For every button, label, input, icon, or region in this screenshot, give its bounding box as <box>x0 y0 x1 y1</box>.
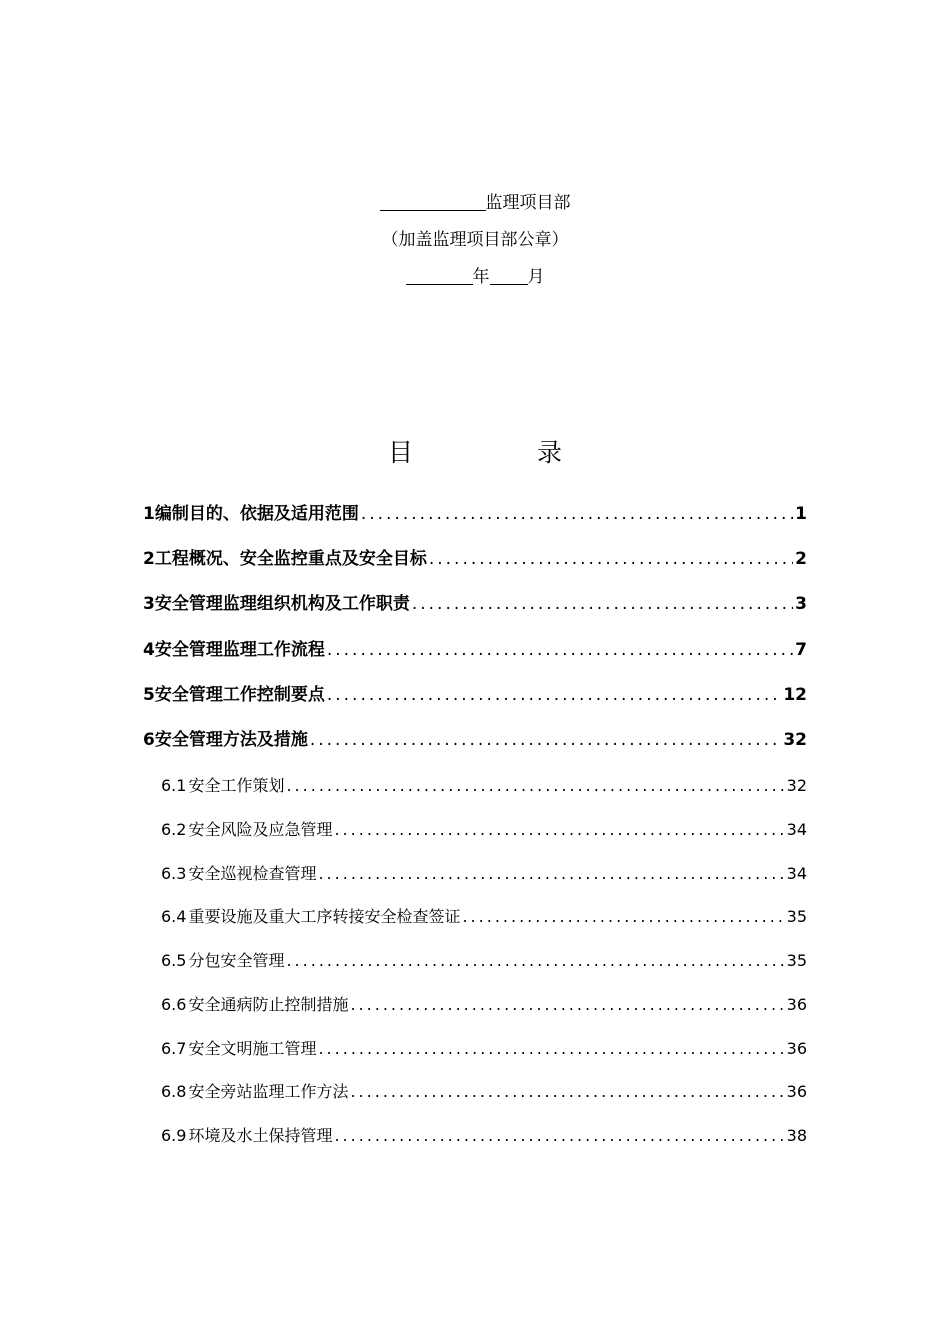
toc-leader-dots <box>412 591 793 617</box>
toc-sub-entry[interactable] <box>161 949 807 973</box>
toc-leader-dots <box>350 993 784 1017</box>
toc-entry-page: 2 <box>795 549 807 569</box>
toc-sub-entry-number: 6.3 <box>161 864 187 883</box>
department-name-blank <box>380 193 486 211</box>
toc-entry-title: 安全管理监理工作流程 <box>154 640 325 660</box>
month-blank <box>490 267 528 285</box>
toc-leader-dots <box>361 501 793 527</box>
toc-title-left: 目 <box>387 438 413 467</box>
toc-sub-entry-page: 34 <box>786 864 807 883</box>
toc-leader-dots <box>286 774 784 798</box>
toc-entry[interactable] <box>143 682 807 708</box>
toc-sub-entry-page: 34 <box>786 820 807 839</box>
toc-sub-entry-number: 6.8 <box>161 1082 187 1101</box>
toc-sub-entry[interactable] <box>161 1124 807 1148</box>
toc-sub-entry[interactable] <box>161 1080 807 1104</box>
toc-leader-dots <box>327 637 793 663</box>
toc-entry-number: 5 <box>143 685 155 705</box>
toc-sub-entry-number: 6.6 <box>161 995 187 1014</box>
toc-entry-page: 1 <box>795 504 807 524</box>
toc-entry-page: 12 <box>783 685 807 705</box>
toc-entry-page: 32 <box>783 730 807 750</box>
date-line <box>0 262 950 299</box>
toc-sub-entry-page: 36 <box>786 995 807 1014</box>
signature-block <box>0 188 950 299</box>
toc-leader-dots <box>318 1037 784 1061</box>
toc-entry-number: 2 <box>143 549 155 569</box>
toc-entry-number: 3 <box>143 594 155 614</box>
toc-sub-entry-title: 安全旁站监理工作方法 <box>188 1082 349 1101</box>
year-blank <box>406 267 473 285</box>
seal-note: （加盖监理项目部公章） <box>381 230 569 250</box>
toc-entry-title: 安全管理方法及措施 <box>154 730 308 750</box>
toc-sub-entry-title: 环境及水土保持管理 <box>188 1126 333 1145</box>
toc-sub-entry[interactable] <box>161 774 807 798</box>
toc-sub-entry-title: 安全风险及应急管理 <box>188 820 333 839</box>
toc-entry-title: 安全管理工作控制要点 <box>154 685 325 705</box>
toc-sub-entry[interactable] <box>161 818 807 842</box>
year-label: 年 <box>472 267 490 287</box>
toc-sub-entry[interactable] <box>161 1037 807 1061</box>
toc-entry[interactable] <box>143 501 807 527</box>
department-line <box>0 188 950 225</box>
toc-entry[interactable] <box>143 591 807 617</box>
toc-entry-title: 工程概况、安全监控重点及安全目标 <box>154 549 427 569</box>
toc-sub-entry-page: 32 <box>786 776 807 795</box>
toc-sub-entry-title: 安全工作策划 <box>188 776 285 795</box>
toc-entry-title: 安全管理监理组织机构及工作职责 <box>154 594 410 614</box>
toc-leader-dots <box>350 1080 784 1104</box>
toc-sub-entry-title: 安全巡视检查管理 <box>188 864 317 883</box>
toc-entry-number: 6 <box>143 730 155 750</box>
toc-sub-entry-page: 36 <box>786 1039 807 1058</box>
toc-leader-dots <box>429 546 793 572</box>
toc-title <box>0 433 950 473</box>
toc-sub-entry[interactable] <box>161 993 807 1017</box>
toc-sub-entry-title: 安全文明施工管理 <box>188 1039 317 1058</box>
toc-sub-entry[interactable] <box>161 862 807 886</box>
toc-sub-entry-number: 6.7 <box>161 1039 187 1058</box>
toc-sub-entry-title: 安全通病防止控制措施 <box>188 995 349 1014</box>
toc-leader-dots <box>310 727 781 753</box>
toc-entry-page: 7 <box>795 640 807 660</box>
toc-sub-entry-page: 35 <box>786 951 807 970</box>
toc-title-right: 录 <box>537 438 563 467</box>
toc-leader-dots <box>327 682 781 708</box>
toc-sub-entry-page: 35 <box>786 907 807 926</box>
toc-entry-number: 4 <box>143 640 155 660</box>
toc-sub-entry-page: 36 <box>786 1082 807 1101</box>
toc-sub-entry-number: 6.4 <box>161 907 187 926</box>
toc-sub-entry-number: 6.1 <box>161 776 187 795</box>
toc-leader-dots <box>462 905 784 929</box>
toc-entry-page: 3 <box>795 594 807 614</box>
toc-leader-dots <box>334 1124 784 1148</box>
toc-sub-entry[interactable] <box>161 905 807 929</box>
toc-leader-dots <box>318 862 784 886</box>
toc-sub-entry-page: 38 <box>786 1126 807 1145</box>
toc-sub-entry-number: 6.2 <box>161 820 187 839</box>
toc-entry[interactable] <box>143 546 807 572</box>
toc-sub-entry-title: 重要设施及重大工序转接安全检查签证 <box>188 907 461 926</box>
toc-sub-entry-title: 分包安全管理 <box>188 951 285 970</box>
toc-entry-number: 1 <box>143 504 155 524</box>
department-suffix: 监理项目部 <box>485 193 571 213</box>
month-label: 月 <box>527 267 545 287</box>
toc-sub-entry-number: 6.9 <box>161 1126 187 1145</box>
toc-sub-entry-number: 6.5 <box>161 951 187 970</box>
toc-entry[interactable] <box>143 637 807 663</box>
toc-leader-dots <box>286 949 784 973</box>
toc-entry[interactable] <box>143 727 807 753</box>
toc-entry-title: 编制目的、依据及适用范围 <box>154 504 359 524</box>
toc-leader-dots <box>334 818 784 842</box>
